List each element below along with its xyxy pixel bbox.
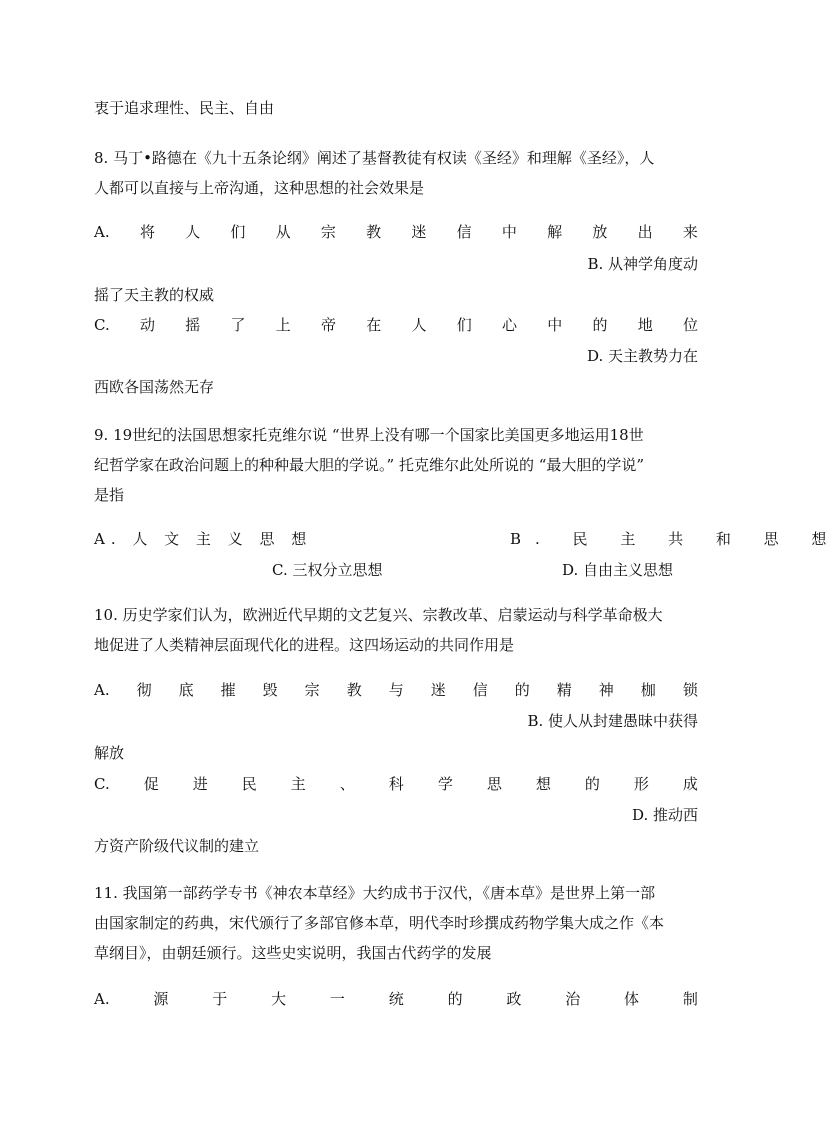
option-char: 政	[506, 990, 522, 1008]
q9-stem-line-2: 纪哲学家在政治问题上的种种最大胆的学说。” 托克维尔此处所说的 “最大胆的学说”	[94, 456, 645, 474]
option-char: 的	[592, 316, 608, 334]
option-char: 进	[192, 775, 208, 793]
option-char: 枷	[640, 681, 656, 699]
q10-option-d: D. 推动西	[631, 806, 698, 824]
option-char: 们	[230, 223, 246, 241]
q11-option-a	[94, 989, 698, 1009]
option-char: 神	[598, 681, 614, 699]
option-char: C.	[94, 775, 110, 793]
option-char: 放	[592, 223, 608, 241]
option-char: 底	[178, 681, 194, 699]
q8-stem-line-1: 8. 马丁•路德在《九十五条论纲》阐述了基督教徒有权读《圣经》和理解《圣经》，人	[94, 149, 655, 167]
option-char: 信	[456, 223, 472, 241]
option-char: 们	[456, 316, 472, 334]
option-char: 科	[388, 775, 404, 793]
q10-option-c	[94, 774, 698, 794]
q8-option-b: B. 从神学角度动	[587, 255, 698, 273]
q9-stem-line-3: 是指	[94, 486, 125, 504]
q10-option-d-cont: 方资产阶级代议制的建立	[94, 837, 260, 855]
option-char: 民	[241, 775, 257, 793]
q10-option-a	[94, 680, 698, 700]
option-char: 源	[153, 990, 169, 1008]
option-char: 将	[139, 223, 155, 241]
option-char: 中	[547, 316, 563, 334]
option-char: 迷	[411, 223, 427, 241]
q11-stem-line-2: 由国家制定的药典，宋代颁行了多部官修本草，明代李时珍撰成药物学集大成之作《本	[94, 914, 665, 932]
option-char: 位	[682, 316, 698, 334]
q9-option-d: D. 自由主义思想	[562, 561, 674, 579]
option-char: 宗	[320, 223, 336, 241]
option-char: 的	[447, 990, 463, 1008]
option-char: 出	[637, 223, 653, 241]
option-char: A.	[94, 681, 110, 699]
option-char: 一	[329, 990, 345, 1008]
option-char: 在	[366, 316, 382, 334]
q9-stem-line-1: 9. 19世纪的法国思想家托克维尔说 “世界上没有哪一个国家比美国更多地运用18世	[94, 426, 644, 444]
q9-option-c: C. 三权分立思想	[272, 561, 383, 579]
option-char: 的	[584, 775, 600, 793]
option-char: 想	[535, 775, 551, 793]
option-char: 中	[501, 223, 517, 241]
option-char: 从	[275, 223, 291, 241]
option-char: A.	[94, 990, 110, 1008]
q8-option-d: D. 天主教势力在	[586, 347, 698, 365]
option-char: 大	[271, 990, 287, 1008]
q8-option-c	[94, 315, 698, 335]
option-char: 来	[682, 223, 698, 241]
q10-stem-line-2: 地促进了人类精神层面现代化的进程。这四场运动的共同作用是	[94, 636, 515, 654]
option-char: 锁	[682, 681, 698, 699]
option-char: 统	[388, 990, 404, 1008]
q10-option-b: B. 使人从封建愚昧中获得	[527, 712, 698, 730]
option-char: 毁	[262, 681, 278, 699]
option-char: 动	[139, 316, 155, 334]
q9-option-a: A. 人 文 主 义 思 想	[94, 530, 313, 548]
option-char: 摧	[220, 681, 236, 699]
option-char: 彻	[136, 681, 152, 699]
option-char: 心	[501, 316, 517, 334]
q8-stem-line-2: 人都可以直接与上帝沟通，这种思想的社会效果是	[94, 179, 425, 197]
option-char: 制	[682, 990, 698, 1008]
option-char: 信	[472, 681, 488, 699]
option-char: 思	[486, 775, 502, 793]
continuation-text: 衷于追求理性、民主、自由	[94, 99, 275, 117]
option-char: A.	[94, 223, 110, 241]
option-char: 解	[547, 223, 563, 241]
option-char: 与	[388, 681, 404, 699]
option-char: 于	[212, 990, 228, 1008]
option-char: 宗	[304, 681, 320, 699]
option-char: 促	[143, 775, 159, 793]
option-char: 教	[346, 681, 362, 699]
option-char: 主	[290, 775, 306, 793]
option-char: 了	[230, 316, 246, 334]
q9-option-b: B. 民 主 共 和 思 想	[510, 530, 840, 548]
q8-option-b-cont: 摇了天主教的权威	[94, 286, 215, 304]
option-char: 治	[565, 990, 581, 1008]
option-char: 形	[633, 775, 649, 793]
option-char: 摇	[185, 316, 201, 334]
option-char: 教	[366, 223, 382, 241]
q11-stem-line-3: 草纲目》，由朝廷颁行。这些史实说明，我国古代药学的发展	[94, 944, 492, 962]
q10-option-b-cont: 解放	[94, 744, 125, 762]
option-char: 迷	[430, 681, 446, 699]
q8-option-a	[94, 222, 698, 242]
option-char: 人	[185, 223, 201, 241]
option-char: 精	[556, 681, 572, 699]
q8-option-d-cont: 西欧各国荡然无存	[94, 378, 215, 396]
option-char: 学	[437, 775, 453, 793]
q11-stem-line-1: 11. 我国第一部药学专书《神农本草经》大约成书于汉代，《唐本草》是世界上第一部	[94, 884, 656, 902]
q10-stem-line-1: 10. 历史学家们认为，欧洲近代早期的文艺复兴、宗教改革、启蒙运动与科学革命极大	[94, 606, 663, 624]
option-char: 帝	[320, 316, 336, 334]
option-char: 成	[682, 775, 698, 793]
option-char: 、	[339, 775, 355, 793]
option-char: 的	[514, 681, 530, 699]
option-char: 上	[275, 316, 291, 334]
option-char: 地	[637, 316, 653, 334]
option-char: 人	[411, 316, 427, 334]
option-char: C.	[94, 316, 110, 334]
option-char: 体	[624, 990, 640, 1008]
